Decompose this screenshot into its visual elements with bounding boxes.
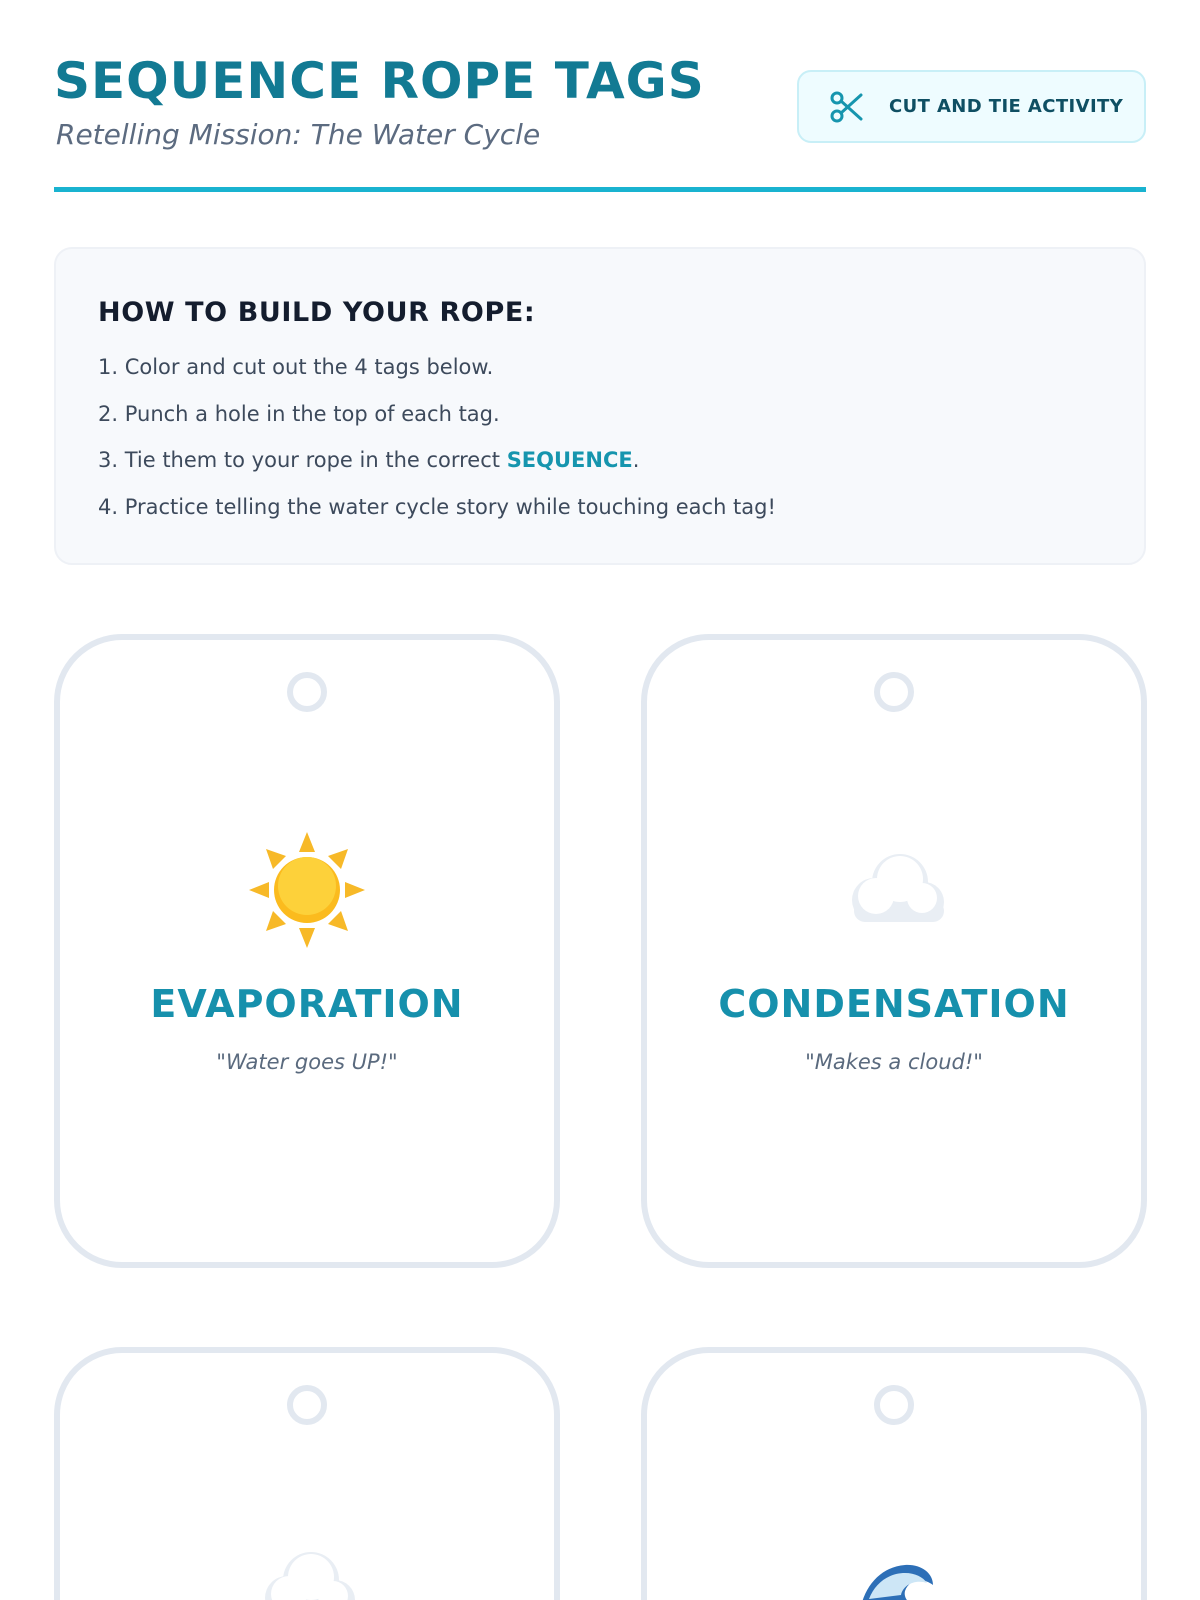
page-title: SEQUENCE ROPE TAGS — [54, 52, 705, 110]
tag-title: EVAPORATION — [150, 982, 464, 1026]
tag-caption: "Makes a cloud!" — [805, 1050, 983, 1074]
tag-caption: "Water goes UP!" — [216, 1050, 398, 1074]
activity-badge-label: CUT AND TIE ACTIVITY — [889, 96, 1124, 117]
sequence-tag-precipitation — [54, 1347, 560, 1600]
instructions-heading: HOW TO BUILD YOUR ROPE: — [98, 297, 536, 328]
instruction-step: 2. Punch a hole in the top of each tag. — [98, 402, 500, 426]
sequence-tag-condensation — [641, 634, 1147, 1268]
page-subtitle: Retelling Mission: The Water Cycle — [56, 118, 541, 151]
sequence-keyword: SEQUENCE — [506, 448, 633, 472]
header-divider — [54, 187, 1146, 192]
punch-hole — [287, 1385, 327, 1425]
punch-hole — [874, 672, 914, 712]
instruction-step: 1. Color and cut out the 4 tags below. — [98, 355, 494, 379]
rain-cloud-icon — [247, 1540, 367, 1600]
instruction-step-text: . — [632, 448, 640, 472]
activity-badge — [797, 70, 1146, 143]
cloud-icon — [834, 830, 954, 950]
scissors-icon — [829, 89, 865, 125]
wave-icon — [849, 1543, 939, 1600]
sequence-tag-collection — [641, 1347, 1147, 1600]
sequence-tag-evaporation — [54, 634, 560, 1268]
punch-hole — [874, 1385, 914, 1425]
instruction-step — [98, 448, 639, 472]
instruction-step-text: 3. Tie them to your rope in the correct — [98, 448, 507, 472]
punch-hole — [287, 672, 327, 712]
tag-title: CONDENSATION — [718, 982, 1070, 1026]
instruction-step: 4. Practice telling the water cycle story while touching each tag! — [98, 495, 776, 519]
instructions-panel — [54, 247, 1146, 565]
sun-icon — [247, 830, 367, 950]
